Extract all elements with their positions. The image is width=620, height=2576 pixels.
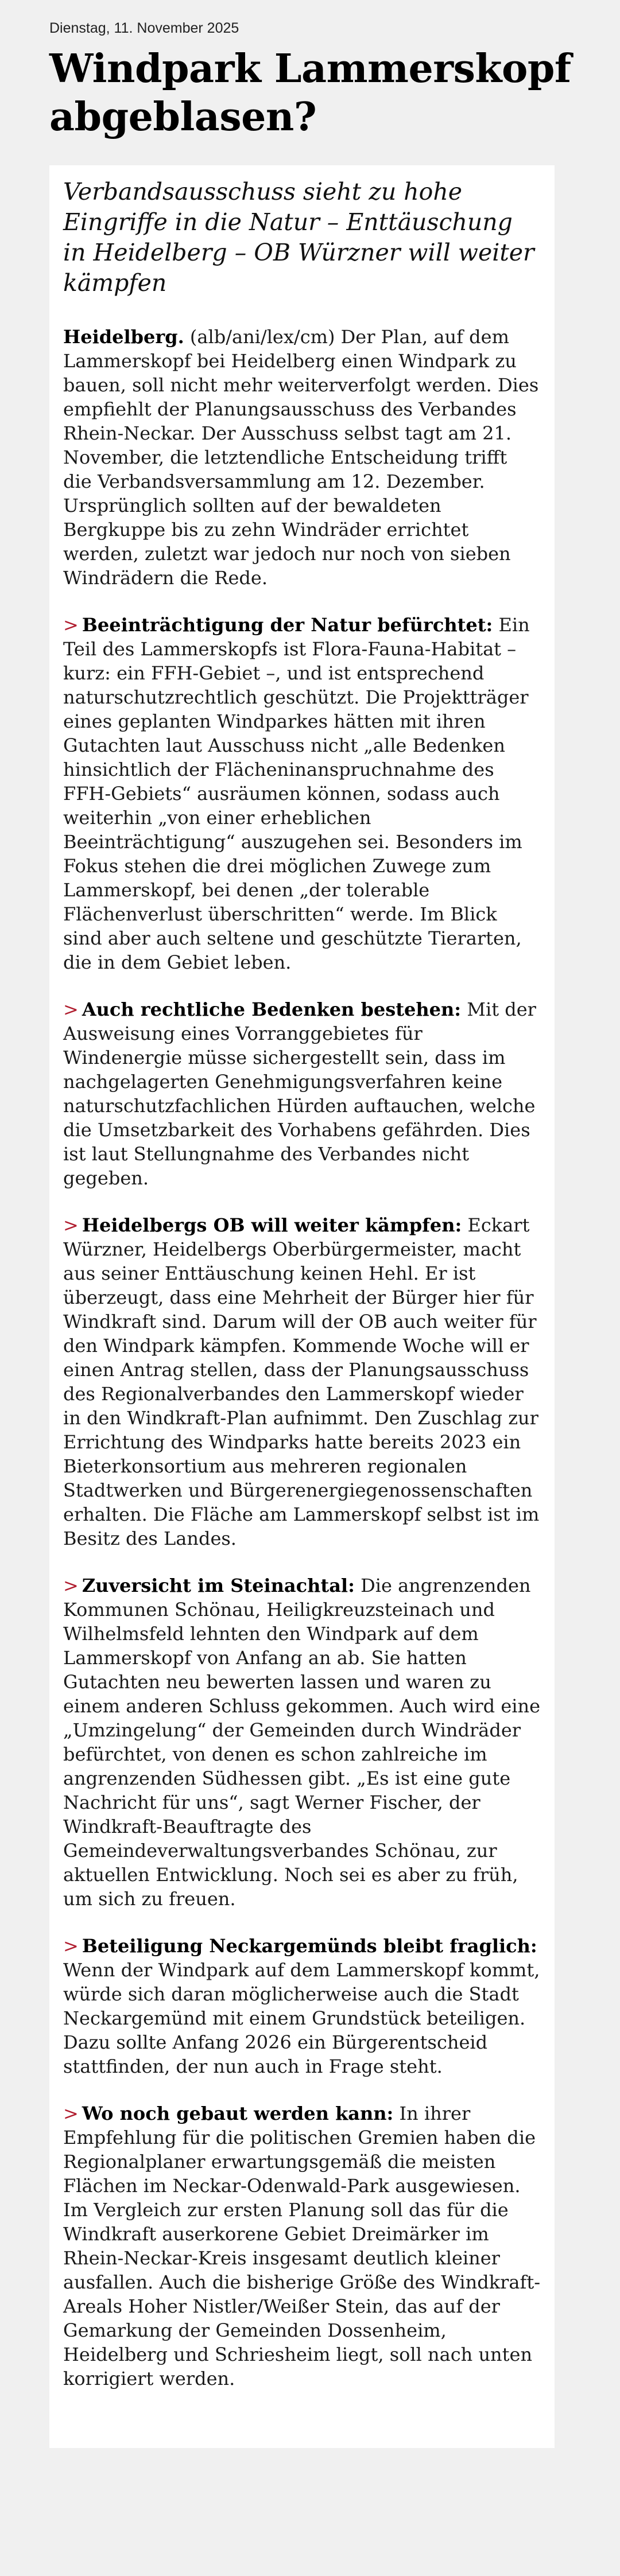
section-paragraph [63,2101,541,2391]
article-body [49,165,555,2448]
section-paragraph [63,997,541,1190]
section-paragraph [63,1573,541,1911]
intro-text: (alb/ani/lex/cm) Der Plan, auf dem Lammerskopf bei Heidelberg einen Windpark zu bauen, soll nicht mehr weiterverfolgt werden. Dies empfiehlt der Planungsausschuss des Verbandes Rhein-Neckar. Der Ausschuss selbst tagt am 21. November, die letztendliche Entscheidung trifft die Verbandsversammlung am 12. Dezember. Ursprünglich sollten auf der bewaldeten Bergkuppe bis zu zehn Windräder errichtet werden, zuletzt war jedoch nur noch von sieben Windrädern die Rede. [63,326,539,589]
section-paragraph [63,613,541,974]
section-paragraph [63,1934,541,2078]
section-text: Die angrenzenden Kommunen Schönau, Heiligkreuzsteinach und Wilhelmsfeld lehnten den Windpark auf dem Lammerskopf von Anfang an ab. Sie hatten Gutachten neu bewerten lassen und waren zu einem anderen Schluss gekommen. Auch wird eine „Umzingelung“ der Gemeinden durch Windräder befürchtet, von denen es schon zahlreiche im angrenzenden Südhessen gibt. „Es ist eine gute Nachricht für uns“, sagt Werner Fischer, der Windkraft-Beauftragte des Gemeindeverwaltungsverbandes Schönau, zur aktuellen Entwicklung. Noch sei es aber zu früh, um sich zu freuen. [63,1575,541,1910]
section-lead: Beeinträchtigung der Natur befürchtet: [82,614,493,636]
intro-paragraph [63,325,541,590]
article-headline: Windpark Lammerskopf abgeblasen? [49,46,571,140]
section-marker-icon: > [63,1575,79,1596]
section-marker-icon: > [63,1214,79,1236]
section-lead: Zuversicht im Steinachtal: [82,1575,355,1596]
publication-date: Dienstag, 11. November 2025 [49,20,239,36]
section-marker-icon: > [63,2103,79,2124]
intro-dateline: Heidelberg. [63,326,184,348]
section-marker-icon: > [63,614,79,636]
section-lead: Wo noch gebaut werden kann: [82,2103,394,2124]
section-lead: Auch rechtliche Bedenken bestehen: [82,998,462,1020]
section-text: Mit der Ausweisung eines Vorranggebietes für Windenergie müsse sichergestellt sein, dass im nachgelagerten Genehmigungsverfahren keine naturschutzfachlichen Hürden auftauchen, welche die Umsetzbarkeit des Vorhabens gefährden. Dies ist laut Stellungnahme des Verbandes nicht gegeben. [63,998,536,1189]
section-paragraph [63,1213,541,1551]
section-text: Ein Teil des Lammerskopfs ist Flora-Fauna-Habitat – kurz: ein FFH-Gebiet –, und ist entsprechend naturschutzrechtlich geschützt. Die Projektträger eines geplanten Windparkes hätten mit ihren Gutachten laut Ausschuss nicht „alle Bedenken hinsichtlich der Flächeninanspruchnahme des FFH-Gebiets“ ausräumen können, sodass auch weiterhin „von einer erheblichen Beeinträchtigung“ auszugehen sei. Besonders im Fokus stehen die drei möglichen Zuwege zum Lammerskopf, bei denen „der tolerable Flächenverlust überschritten“ werde. Im Blick sind aber auch seltene und geschützte Tierarten, die in dem Gebiet leben. [63,614,530,973]
section-lead: Beteiligung Neckargemünds bleibt fraglich: [82,1935,537,1957]
section-text: Eckart Würzner, Heidelbergs Oberbürgermeister, macht aus seiner Enttäuschung keinen Hehl. Er ist überzeugt, dass eine Mehrheit der Bürger hier für Windkraft sind. Darum will der OB auch weiter für den Windpark kämpfen. Kommende Woche will er einen Antrag stellen, dass der Planungsausschuss des Regionalverbandes den Lammerskopf wieder in den Windkraft-Plan aufnimmt. Den Zuschlag zur Errichtung des Windparks hatte bereits 2023 ein Bieterkonsortium aus mehreren regionalen Stadtwerken und Bürgerenergiegenossenschaften erhalten. Die Fläche am Lammerskopf selbst ist im Besitz des Landes. [63,1214,540,1549]
section-text: Wenn der Windpark auf dem Lammerskopf kommt, würde sich daran möglicherweise auch die Stadt Neckargemünd mit einem Grundstück beteiligen. Dazu sollte Anfang 2026 ein Bürgerentscheid stattfinden, der nun auch in Frage steht. [63,1959,540,2077]
section-marker-icon: > [63,1935,79,1957]
section-marker-icon: > [63,998,79,1020]
section-text: In ihrer Empfehlung für die politischen Gremien haben die Regionalplaner erwartungsgemäß die meisten Flächen im Neckar-Odenwald-Park ausgewiesen. Im Vergleich zur ersten Planung soll das für die Windkraft auserkorene Gebiet Dreimärker im Rhein-Neckar-Kreis insgesamt deutlich kleiner ausfallen. Auch die bisherige Größe des Windkraft-Areals Hoher Nistler/Weißer Stein, das auf der Gemarkung der Gemeinden Dossenheim, Heidelberg und Schriesheim liegt, soll nach unten korrigiert werden. [63,2103,541,2389]
article-subheadline: Verbandsausschuss sieht zu hohe Eingriffe in die Natur – Enttäuschung in Heidelberg – OB Würzner will weiter kämpfen [63,178,534,297]
section-lead: Heidelbergs OB will weiter kämpfen: [82,1214,462,1236]
